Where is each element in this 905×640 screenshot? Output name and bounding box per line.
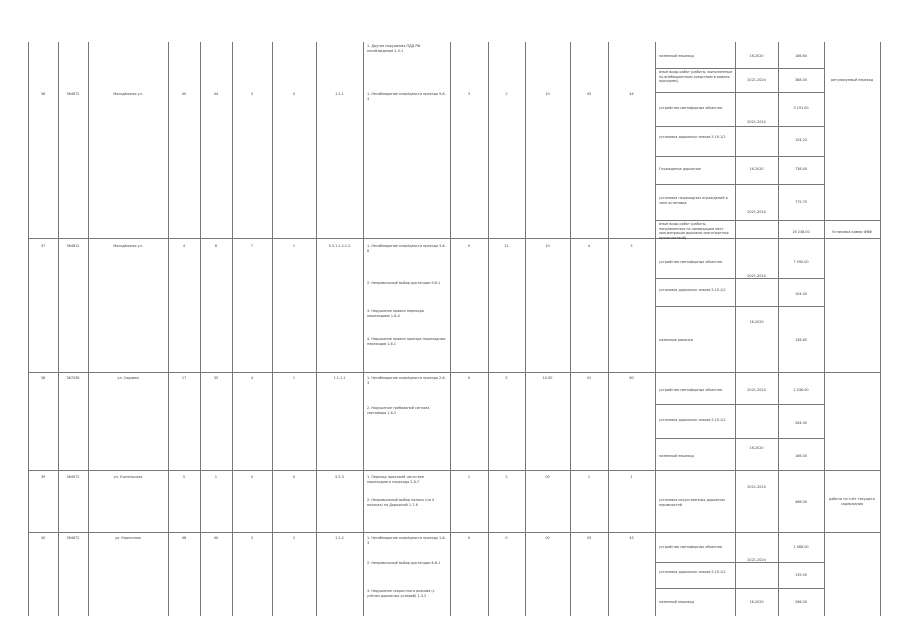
work-item: установка дорожных знаков 5.19.1/2 bbox=[659, 570, 726, 574]
row-rule bbox=[28, 372, 880, 373]
issue-text: 2. Неправильный выбор дистанции 9-6-1 bbox=[367, 281, 441, 285]
work-item: Ограждение дорожное bbox=[659, 167, 701, 171]
issue-text: 1. Несоблюдение очерёдности проезда 9-6-3 bbox=[367, 92, 446, 101]
work-item: наземный пешеход bbox=[659, 454, 694, 458]
value-cell: 43 bbox=[586, 536, 592, 540]
value-cell: 0 bbox=[250, 475, 254, 479]
value-cell: 2 bbox=[505, 475, 508, 479]
row-rule bbox=[28, 238, 880, 239]
work-item: устройство светофорных объектов bbox=[659, 106, 723, 110]
value-cell: 5.5.3 bbox=[335, 475, 344, 479]
value-cell: 00 bbox=[545, 475, 550, 479]
row-number: 38 bbox=[40, 376, 46, 380]
cell-rule bbox=[655, 306, 824, 307]
value-cell: 3 bbox=[250, 536, 254, 540]
work-item: установка искусственных дорожных неровностей bbox=[659, 498, 726, 507]
column-rule bbox=[735, 42, 736, 616]
cell-rule bbox=[655, 156, 824, 157]
value-cell: 1 bbox=[292, 244, 296, 248]
column-rule bbox=[880, 42, 881, 616]
value-cell: 5.3.1.1.2.1.2 bbox=[328, 244, 351, 248]
value-cell: 10.00 bbox=[542, 376, 553, 380]
value-cell: 3 bbox=[630, 244, 633, 248]
work-sum: 2 436.00 bbox=[793, 388, 809, 392]
work-sum: 468.00 bbox=[795, 500, 807, 504]
value-cell: 17 bbox=[181, 376, 187, 380]
value-cell: 0 bbox=[467, 536, 471, 540]
work-sum: 158.65 bbox=[795, 338, 807, 342]
work-item: устройство светофорных объектов bbox=[659, 388, 723, 392]
row-name: ул. Кирпичная bbox=[115, 536, 141, 540]
issue-text: 3. Нарушение правил перехода пешеходами 1-6-4 bbox=[367, 309, 424, 318]
value-cell: 1.1.1 bbox=[335, 92, 344, 96]
value-cell: 0 bbox=[467, 376, 471, 380]
row-name: Молодёжная ул. bbox=[113, 244, 143, 248]
row-number: 36 bbox=[40, 92, 46, 96]
column-rule bbox=[525, 42, 526, 616]
row-number: 40 bbox=[40, 536, 46, 540]
value-cell: 35 bbox=[213, 376, 219, 380]
value-cell: 3 bbox=[467, 92, 471, 96]
column-rule bbox=[824, 42, 825, 616]
value-cell: 8 bbox=[214, 244, 218, 248]
work-sum: 388.00 bbox=[795, 78, 807, 82]
value-cell: 41 bbox=[586, 376, 592, 380]
work-sum: 139.50 bbox=[795, 573, 807, 577]
issue-text: 1. Несоблюдение очерёдности проезда 1-6-3 bbox=[367, 536, 446, 545]
column-rule bbox=[200, 42, 201, 616]
issue-text: 4. Нарушение правил проезда пешеходных переходов 1-6-1 bbox=[367, 337, 446, 346]
column-rule bbox=[168, 42, 169, 616]
work-item: установка пешеходных ограждений в зоне остановок bbox=[659, 196, 728, 205]
value-cell: 1 bbox=[292, 376, 296, 380]
value-cell: 40 bbox=[181, 92, 187, 96]
value-cell: 1 bbox=[587, 475, 591, 479]
row-name: ул. Учительская bbox=[113, 475, 143, 479]
cell-rule bbox=[655, 184, 824, 185]
value-cell: 10 bbox=[545, 92, 550, 96]
value-cell: 21 bbox=[504, 244, 509, 248]
column-rule bbox=[58, 42, 59, 616]
work-year: 16.2020 bbox=[749, 446, 764, 450]
work-sum: 166.00 bbox=[795, 454, 807, 458]
column-rule bbox=[488, 42, 489, 616]
column-rule bbox=[28, 42, 29, 616]
column-rule bbox=[363, 42, 364, 616]
issue-text: 2. Неправильный выбор дистанции 6-6-1 bbox=[367, 561, 441, 565]
row-code: 364672 bbox=[66, 536, 80, 540]
cell-rule bbox=[655, 92, 824, 93]
value-cell: 0 bbox=[292, 475, 296, 479]
work-sum: 738.40 bbox=[795, 167, 807, 171]
row-name: Молодёжная ул. bbox=[113, 92, 143, 96]
work-item: иные виды работ (работы, выполненные по внебюджетным средствам в рамках программ) bbox=[659, 70, 733, 84]
row-number: 39 bbox=[40, 475, 46, 479]
work-item: наземный пешеход bbox=[659, 54, 694, 58]
value-cell: 2 bbox=[292, 536, 296, 540]
column-rule bbox=[450, 42, 451, 616]
value-cell: 80 bbox=[629, 376, 634, 380]
value-cell: 0 bbox=[505, 536, 508, 540]
row-number: 37 bbox=[40, 244, 46, 248]
row-code: 364672 bbox=[66, 92, 80, 96]
value-cell: 1.1.2 bbox=[335, 536, 344, 540]
value-cell: 7 bbox=[250, 244, 254, 248]
work-sum: 186.60 bbox=[795, 54, 807, 58]
column-rule bbox=[272, 42, 273, 616]
issue-text: 2. Нарушение требований сигнала светофора 1-6-2 bbox=[367, 406, 430, 415]
work-sum: 104.20 bbox=[795, 138, 807, 142]
value-cell: 5 bbox=[182, 475, 186, 479]
work-item: установка дорожных знаков 5.19.1/2 bbox=[659, 418, 726, 422]
row-rule bbox=[28, 532, 880, 533]
work-item: устройство светофорных объектов bbox=[659, 260, 723, 264]
work-year: 16.2020 bbox=[749, 600, 764, 604]
value-cell: 44 bbox=[213, 92, 219, 96]
issue-text: 1. Несоблюдение очерёдности проезда 2-6-3 bbox=[367, 376, 446, 385]
work-year: 2021-2024 bbox=[747, 485, 766, 489]
row-note: регулируемый переход bbox=[830, 78, 874, 82]
work-sum: 775.70 bbox=[795, 200, 807, 204]
value-cell: 4 bbox=[250, 376, 254, 380]
work-year: 2021-2024 bbox=[747, 274, 766, 278]
work-item: установка дорожных знаков 5.19.1/2 bbox=[659, 135, 726, 139]
row-note: работы на счёт текущего содержания bbox=[829, 497, 875, 506]
work-year: 16.2020 bbox=[749, 167, 764, 171]
value-cell: 1.1.1.1 bbox=[333, 376, 346, 380]
work-sum: 3 191.00 bbox=[793, 106, 809, 110]
cell-rule bbox=[655, 68, 824, 69]
work-year: 2021-2024 bbox=[747, 558, 766, 562]
value-cell: 1 bbox=[630, 475, 633, 479]
work-year: 2021-2024 bbox=[747, 210, 766, 214]
work-sum: 104.00 bbox=[795, 292, 807, 296]
value-cell: 0 bbox=[292, 92, 296, 96]
work-sum: 16 238.00 bbox=[792, 230, 810, 234]
value-cell: 5 bbox=[505, 376, 508, 380]
cell-rule bbox=[655, 126, 824, 127]
value-cell: 4 bbox=[587, 244, 591, 248]
value-cell: 2 bbox=[505, 92, 508, 96]
issue-text: 2. Неправильный выбор полосы (на 4 полосах) на Дорожной 1-7-6 bbox=[367, 498, 435, 507]
row-code: 364812 bbox=[66, 244, 80, 248]
work-year: 2021-2024 bbox=[747, 388, 766, 392]
value-cell: 40 bbox=[213, 536, 219, 540]
work-item: устройство светофорных объектов bbox=[659, 545, 723, 549]
work-sum: 266.00 bbox=[795, 600, 807, 604]
work-sum: 284.00 bbox=[795, 421, 807, 425]
cell-rule bbox=[655, 404, 824, 405]
row-note: Установка камер ФВФ bbox=[832, 230, 872, 234]
issue-text: 1. Переход проезжей части вне пешеходного перехода 2-6-7 bbox=[367, 475, 424, 484]
value-cell: 00 bbox=[545, 536, 550, 540]
column-rule bbox=[232, 42, 233, 616]
work-item: наземные рамочки bbox=[659, 338, 693, 342]
cell-rule bbox=[655, 220, 880, 221]
value-cell: 48 bbox=[181, 536, 187, 540]
work-item: наземный пешеход bbox=[659, 600, 694, 604]
value-cell: 44 bbox=[629, 92, 634, 96]
value-cell: 4 bbox=[182, 244, 186, 248]
value-cell: 1 bbox=[214, 475, 218, 479]
row-name: ул. Садовая bbox=[117, 376, 139, 380]
work-year: 16.2020 bbox=[749, 320, 764, 324]
value-cell: 1 bbox=[467, 475, 471, 479]
column-rule bbox=[316, 42, 317, 616]
work-item: установка дорожных знаков 5.19.1/2 bbox=[659, 288, 726, 292]
value-cell: 10 bbox=[545, 244, 550, 248]
issue-text: 1. Несоблюдение очерёдности проезда 3-6-8 bbox=[367, 244, 446, 253]
cell-rule bbox=[655, 588, 824, 589]
row-code: 367038 bbox=[66, 376, 80, 380]
column-rule bbox=[570, 42, 571, 616]
value-cell: 0 bbox=[467, 244, 471, 248]
cell-rule bbox=[655, 438, 824, 439]
issue-text: 3. Нарушение скоростного режима (с учётом дорожных условий) 1-3-2 bbox=[367, 589, 435, 598]
column-rule bbox=[778, 42, 779, 616]
row-code: 364972 bbox=[66, 475, 80, 479]
work-year: 16.2020 bbox=[749, 54, 764, 58]
work-item: иные виды работ (работы, направленные на ликвидацию мест концентрации дорожно-транспортных происшествий) bbox=[659, 222, 729, 240]
issue-text: 1. Другие нарушения ПДД РФ несоблюдение 1-5-1 bbox=[367, 44, 421, 53]
column-rule bbox=[655, 42, 656, 616]
row-rule bbox=[28, 470, 880, 471]
value-cell: 43 bbox=[586, 92, 592, 96]
value-cell: 3 bbox=[250, 92, 254, 96]
value-cell: 43 bbox=[629, 536, 634, 540]
work-year: 2021-2024 bbox=[747, 120, 766, 124]
column-rule bbox=[608, 42, 609, 616]
work-sum: 7 590.00 bbox=[793, 260, 809, 264]
column-rule bbox=[88, 42, 89, 616]
work-sum: 1 088.00 bbox=[793, 545, 809, 549]
work-year: 2021-2024 bbox=[747, 78, 766, 82]
